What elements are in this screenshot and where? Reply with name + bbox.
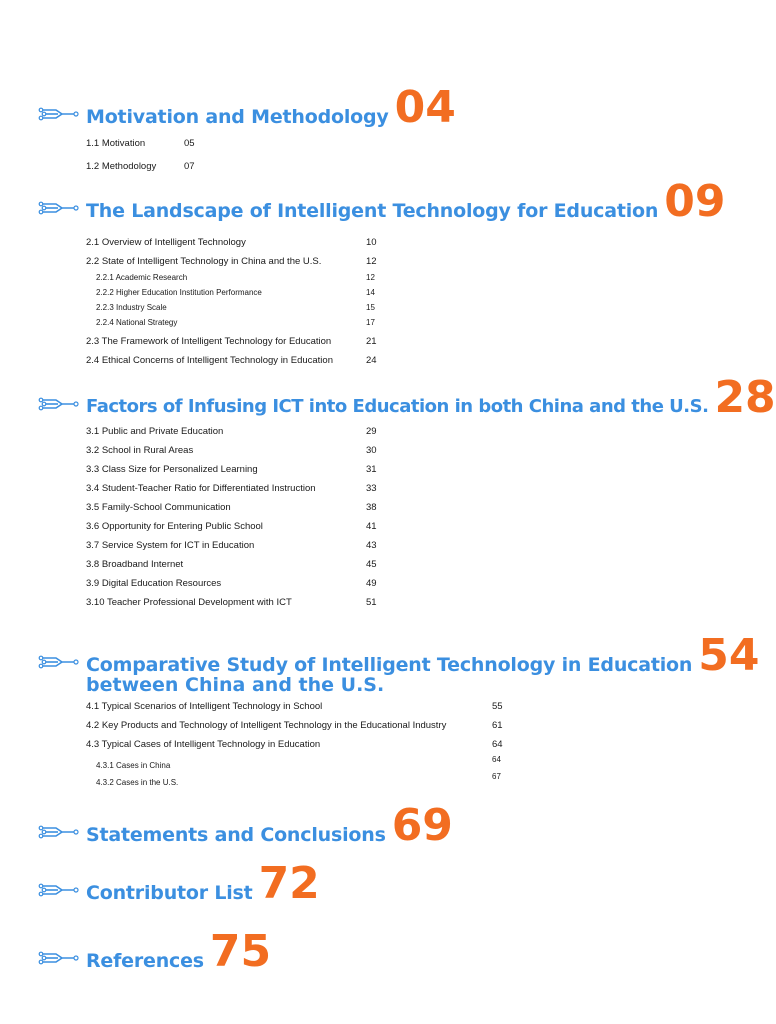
toc-subentry[interactable]: 2.2.2 Higher Education Institution Performance (96, 288, 262, 297)
toc-entry[interactable]: 3.7 Service System for ICT in Education (86, 540, 255, 551)
toc-entry[interactable]: 3.4 Student-Teacher Ratio for Differentiated Instruction (86, 483, 316, 494)
toc-entry-page: 43 (366, 540, 377, 551)
toc-entry[interactable]: 2.3 The Framework of Intelligent Technology for Education (86, 336, 332, 347)
toc-entry[interactable]: 3.2 School in Rural Areas (86, 445, 194, 456)
section-page-number: 28 (714, 372, 776, 423)
section-page-number: 72 (258, 858, 320, 909)
section-page-number: 75 (209, 926, 272, 977)
toc-entry[interactable]: 4.1 Typical Scenarios of Intelligent Technology in School (86, 701, 323, 712)
toc-entry-page: 24 (366, 355, 377, 366)
toc-entry-page: 21 (366, 336, 377, 347)
section-page-number: 09 (664, 176, 726, 227)
toc-subentry[interactable]: 2.2.1 Academic Research (96, 273, 188, 282)
toc-entry[interactable]: 3.1 Public and Private Education (86, 426, 224, 437)
toc-entry-page: 45 (366, 559, 377, 570)
section-heading[interactable] (38, 82, 456, 133)
section-title: References (86, 950, 204, 972)
toc-entry[interactable]: 2.2 State of Intelligent Technology in China and the U.S. (86, 256, 322, 267)
circuit-arrow-icon (38, 200, 80, 216)
circuit-arrow-icon (38, 396, 80, 412)
section-heading-references[interactable] (38, 926, 272, 977)
circuit-arrow-icon (38, 824, 80, 840)
toc-subentry-page: 67 (492, 772, 501, 781)
toc-entry-page: 55 (492, 701, 503, 712)
toc-entry[interactable]: 4.3 Typical Cases of Intelligent Technology in Education (86, 739, 321, 750)
section-heading-statements[interactable] (38, 800, 453, 851)
toc-entry[interactable]: 2.4 Ethical Concerns of Intelligent Technology in Education (86, 355, 333, 366)
circuit-arrow-icon (38, 882, 80, 898)
toc-entry-page: 41 (366, 521, 377, 532)
circuit-arrow-icon (38, 106, 80, 122)
section-heading[interactable] (38, 630, 760, 681)
toc-subentry-page: 12 (366, 273, 375, 282)
section-title: Factors of Infusing ICT into Education in both China and the U.S. (86, 396, 709, 417)
toc-entry-page: 61 (492, 720, 503, 731)
toc-entry[interactable]: 3.3 Class Size for Personalized Learning (86, 464, 258, 475)
toc-subentry-page: 14 (366, 288, 375, 297)
toc-entry-page: 33 (366, 483, 377, 494)
toc-subentry-page: 64 (492, 755, 501, 764)
section-page-number: 54 (698, 630, 760, 681)
toc-entry-page: 31 (366, 464, 377, 475)
toc-subentry-page: 15 (366, 303, 375, 312)
toc-entry-page: 12 (366, 256, 377, 267)
toc-subentry[interactable]: 4.3.2 Cases in the U.S. (96, 778, 179, 787)
section-title: Motivation and Methodology (86, 106, 389, 128)
toc-entry[interactable]: 3.6 Opportunity for Entering Public School (86, 521, 263, 532)
toc-entry-page: 49 (366, 578, 377, 589)
section-title-line2: between China and the U.S. (86, 674, 385, 696)
toc-subentry[interactable]: 4.3.1 Cases in China (96, 761, 171, 770)
section-title: Contributor List (86, 882, 253, 904)
section-title: Statements and Conclusions (86, 824, 386, 846)
section-heading[interactable] (38, 176, 726, 227)
section-title: The Landscape of Intelligent Technology for Education (86, 200, 659, 222)
toc-entry[interactable]: 2.1 Overview of Intelligent Technology (86, 237, 246, 248)
toc-entry-page: 05 (184, 138, 195, 149)
section-title: Comparative Study of Intelligent Technology in Education (86, 654, 693, 676)
section-page-number: 04 (394, 82, 456, 133)
toc-entry-page: 51 (366, 597, 377, 608)
section-page-number: 69 (391, 800, 453, 851)
section-heading[interactable] (38, 372, 776, 423)
toc-entry-page: 29 (366, 426, 377, 437)
toc-entry[interactable]: 3.9 Digital Education Resources (86, 578, 222, 589)
circuit-arrow-icon (38, 654, 80, 670)
toc-entry-page: 38 (366, 502, 377, 513)
toc-subentry-page: 17 (366, 318, 375, 327)
toc-entry-page: 64 (492, 739, 503, 750)
toc-entry[interactable]: 3.10 Teacher Professional Development with ICT (86, 597, 292, 608)
section-heading-contributors[interactable] (38, 858, 320, 909)
toc-entry[interactable]: 4.2 Key Products and Technology of Intelligent Technology in the Educational Industry (86, 720, 447, 731)
toc-subentry[interactable]: 2.2.4 National Strategy (96, 318, 178, 327)
toc-entry[interactable]: 3.5 Family-School Communication (86, 502, 231, 513)
toc-entry-page: 30 (366, 445, 377, 456)
toc-entry-page: 07 (184, 161, 195, 172)
toc-entry[interactable]: 1.1 Motivation (86, 138, 146, 149)
toc-entry[interactable]: 1.2 Methodology (86, 161, 157, 172)
circuit-arrow-icon (38, 950, 80, 966)
toc-subentry[interactable]: 2.2.3 Industry Scale (96, 303, 167, 312)
toc-entry[interactable]: 3.8 Broadband Internet (86, 559, 184, 570)
toc-entry-page: 10 (366, 237, 377, 248)
